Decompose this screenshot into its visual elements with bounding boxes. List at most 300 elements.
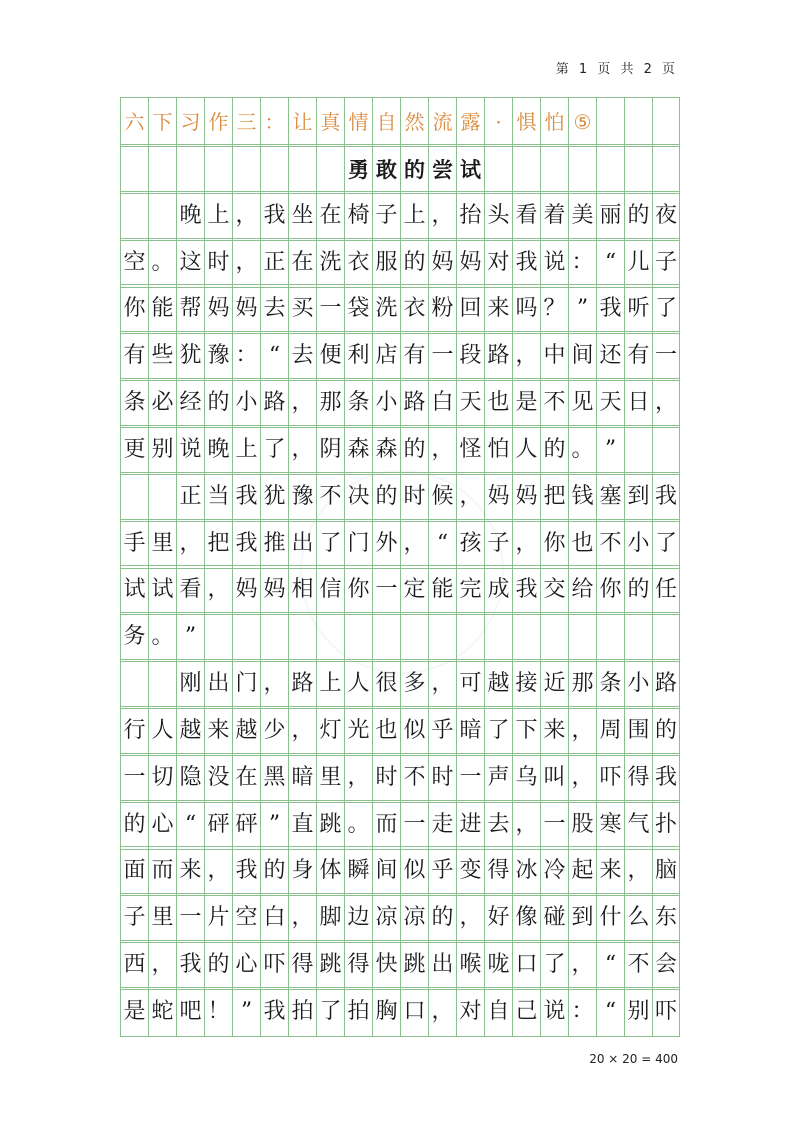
grid-cell: 人 [344, 660, 372, 708]
grid-cell: 围 [624, 707, 652, 755]
grid-cell: 美 [568, 192, 596, 240]
grid-cell: 面 [120, 847, 148, 895]
grid-cell: 脚 [316, 894, 344, 942]
grid-cell: 店 [372, 332, 400, 380]
grid-cell: 得 [624, 754, 652, 802]
grid-cell: 口 [400, 988, 428, 1036]
grid-cell: 了 [540, 941, 568, 989]
grid-cell: “ [596, 239, 624, 287]
grid-cell: 来 [596, 847, 624, 895]
grid-cell: 你 [344, 566, 372, 614]
grid-cell: ： [568, 988, 596, 1036]
grid-cell: 天 [456, 379, 484, 427]
grid-cell: 对 [484, 239, 512, 287]
grid-cell: 这 [176, 239, 204, 287]
grid-cell: 对 [456, 988, 484, 1036]
grid-cell: 信 [316, 566, 344, 614]
grid-cell: 乎 [428, 707, 456, 755]
grid-cell: 的 [204, 941, 232, 989]
grid-cell: 一 [540, 801, 568, 849]
grid-cell: 空 [232, 894, 260, 942]
grid-cell: 进 [456, 801, 484, 849]
grid-cell: 。 [148, 239, 176, 287]
grid-cell: 成 [484, 566, 512, 614]
grid-cell [316, 145, 344, 193]
grid-cell: 便 [316, 332, 344, 380]
grid-cell: 钱 [568, 473, 596, 521]
grid-cell: 定 [400, 566, 428, 614]
grid-cell: 子 [484, 520, 512, 568]
grid-cell: 习 [176, 98, 204, 146]
grid-cell: 完 [456, 566, 484, 614]
grid-cell: 白 [428, 379, 456, 427]
grid-cell: 少 [260, 707, 288, 755]
grid-cell: ” [596, 426, 624, 474]
grid-cell: 切 [148, 754, 176, 802]
grid-cell: 变 [456, 847, 484, 895]
grid-cell: ” [568, 285, 596, 333]
grid-cell: 到 [624, 473, 652, 521]
grid-cell: 刚 [176, 660, 204, 708]
grid-cell: 里 [316, 754, 344, 802]
grid-cell: 一 [428, 332, 456, 380]
grid-cell: 能 [148, 285, 176, 333]
grid-cell: 也 [484, 379, 512, 427]
grid-cell: 说 [540, 239, 568, 287]
grid-cell: ， [428, 426, 456, 474]
grid-cell: 豫 [204, 332, 232, 380]
grid-cell: 没 [204, 754, 232, 802]
grid-cell: 出 [428, 941, 456, 989]
grid-cell: 候 [428, 473, 456, 521]
grid-cell: ！ [204, 988, 232, 1036]
grid-cell [484, 145, 512, 193]
grid-cell: 买 [288, 285, 316, 333]
grid-cell [120, 660, 148, 708]
grid-cell: 暗 [288, 754, 316, 802]
grid-row [120, 754, 680, 802]
grid-cell: 而 [372, 801, 400, 849]
grid-cell: 行 [120, 707, 148, 755]
grid-cell: ， [288, 707, 316, 755]
grid-cell: 我 [596, 285, 624, 333]
grid-cell: 来 [484, 285, 512, 333]
grid-cell: 看 [176, 566, 204, 614]
grid-cell: 而 [148, 847, 176, 895]
grid-cell [176, 145, 204, 193]
grid-cell: “ [596, 941, 624, 989]
grid-cell: 的 [400, 145, 428, 193]
grid-cell: 叫 [540, 754, 568, 802]
grid-cell: 路 [400, 379, 428, 427]
grid-cell: 然 [400, 98, 428, 146]
grid-cell: ， [568, 754, 596, 802]
grid-cell: 敢 [372, 145, 400, 193]
grid-cell: 路 [288, 660, 316, 708]
grid-cell: 一 [176, 894, 204, 942]
grid-cell: 吓 [260, 941, 288, 989]
grid-row [120, 613, 680, 661]
grid-cell: 间 [568, 332, 596, 380]
grid-cell: 六 [120, 98, 148, 146]
grid-cell: “ [176, 801, 204, 849]
grid-cell: 蛇 [148, 988, 176, 1036]
grid-cell: 不 [540, 379, 568, 427]
grid-cell: 抬 [456, 192, 484, 240]
grid-cell: 露 [456, 98, 484, 146]
grid-cell [400, 613, 428, 661]
grid-cell: 经 [176, 379, 204, 427]
grid-row [120, 332, 680, 380]
grid-cell: ， [456, 473, 484, 521]
grid-cell: ： [260, 98, 288, 146]
grid-cell: 快 [372, 941, 400, 989]
grid-cell [596, 613, 624, 661]
grid-cell: 。 [568, 426, 596, 474]
grid-cell: 阴 [316, 426, 344, 474]
grid-cell: 给 [568, 566, 596, 614]
grid-cell: 条 [120, 379, 148, 427]
grid-cell: 犹 [176, 332, 204, 380]
grid-cell: 作 [204, 98, 232, 146]
grid-cell: 妈 [232, 285, 260, 333]
grid-cell: 喉 [456, 941, 484, 989]
grid-cell [344, 613, 372, 661]
grid-cell: 么 [624, 894, 652, 942]
grid-cell: 凉 [372, 894, 400, 942]
grid-cell [260, 613, 288, 661]
grid-cell: 时 [204, 239, 232, 287]
grid-cell: 人 [512, 426, 540, 474]
grid-cell: ， [568, 941, 596, 989]
grid-cell: 不 [624, 941, 652, 989]
grid-cell: 那 [316, 379, 344, 427]
grid-cell: 寒 [596, 801, 624, 849]
grid-row [120, 98, 680, 146]
grid-cell: ， [148, 941, 176, 989]
grid-cell: 子 [652, 239, 680, 287]
grid-cell: 的 [428, 894, 456, 942]
grid-cell: 条 [596, 660, 624, 708]
grid-cell [624, 613, 652, 661]
grid-cell: 一 [652, 332, 680, 380]
grid-cell: 越 [176, 707, 204, 755]
grid-cell: 妈 [428, 239, 456, 287]
grid-cell: 越 [484, 660, 512, 708]
grid-cell: 还 [596, 332, 624, 380]
grid-cell [204, 145, 232, 193]
grid-row [120, 145, 680, 193]
grid-cell: 路 [652, 660, 680, 708]
grid-cell [652, 426, 680, 474]
grid-cell: 好 [484, 894, 512, 942]
grid-cell: 些 [148, 332, 176, 380]
grid-cell: 时 [400, 473, 428, 521]
grid-cell: 似 [400, 707, 428, 755]
grid-cell: 推 [260, 520, 288, 568]
grid-cell: 决 [344, 473, 372, 521]
grid-row [120, 941, 680, 989]
grid-cell: 有 [624, 332, 652, 380]
grid-cell: 犹 [260, 473, 288, 521]
grid-cell: 股 [568, 801, 596, 849]
grid-cell: 出 [204, 660, 232, 708]
grid-cell: 衣 [400, 285, 428, 333]
grid-cell [148, 473, 176, 521]
grid-cell: 到 [568, 894, 596, 942]
grid-cell: 我 [232, 520, 260, 568]
grid-cell: 妈 [512, 473, 540, 521]
grid-cell [652, 613, 680, 661]
grid-cell: 出 [288, 520, 316, 568]
grid-cell: 里 [148, 520, 176, 568]
grid-cell: 我 [232, 473, 260, 521]
grid-cell: 交 [540, 566, 568, 614]
grid-cell: 周 [596, 707, 624, 755]
grid-cell: 一 [400, 801, 428, 849]
grid-cell: 得 [344, 941, 372, 989]
grid-cell: 有 [400, 332, 428, 380]
grid-cell: ， [428, 192, 456, 240]
grid-cell: 上 [232, 426, 260, 474]
grid-cell [652, 98, 680, 146]
grid-cell: 怪 [456, 426, 484, 474]
grid-cell: 森 [344, 426, 372, 474]
grid-cell: 试 [148, 566, 176, 614]
grid-cell: 脑 [652, 847, 680, 895]
grid-cell: 一 [316, 285, 344, 333]
grid-cell: 说 [540, 988, 568, 1036]
grid-cell: 砰 [204, 801, 232, 849]
grid-cell: 的 [204, 379, 232, 427]
grid-cell: 很 [372, 660, 400, 708]
grid-row [120, 285, 680, 333]
grid-cell: · [484, 98, 512, 146]
grid-cell: ， [260, 660, 288, 708]
grid-cell: 了 [652, 520, 680, 568]
grid-cell: 正 [260, 239, 288, 287]
grid-cell: ， [512, 801, 540, 849]
grid-cell: 天 [596, 379, 624, 427]
grid-cell: 的 [652, 707, 680, 755]
grid-cell [512, 145, 540, 193]
grid-cell: 孩 [456, 520, 484, 568]
grid-cell: 我 [260, 192, 288, 240]
grid-cell: 跳 [400, 941, 428, 989]
grid-cell: 空 [120, 239, 148, 287]
grid-cell: 下 [512, 707, 540, 755]
grid-cell: 间 [372, 847, 400, 895]
grid-cell [372, 613, 400, 661]
grid-cell: 了 [316, 988, 344, 1036]
grid-cell: 的 [372, 473, 400, 521]
grid-cell: 小 [232, 379, 260, 427]
grid-cell: 我 [652, 473, 680, 521]
grid-cell [148, 660, 176, 708]
grid-cell: 咙 [484, 941, 512, 989]
grid-cell: 什 [596, 894, 624, 942]
grid-cell: 怕 [540, 98, 568, 146]
grid-cell: 自 [372, 98, 400, 146]
grid-cell: 我 [176, 941, 204, 989]
grid-cell: ， [232, 239, 260, 287]
grid-cell: 时 [428, 754, 456, 802]
grid-cell: 门 [344, 520, 372, 568]
grid-cell: 拍 [288, 988, 316, 1036]
grid-cell: 似 [400, 847, 428, 895]
grid-cell [540, 613, 568, 661]
grid-cell [540, 145, 568, 193]
grid-cell: 近 [540, 660, 568, 708]
grid-row [120, 988, 680, 1036]
grid-cell: 坐 [288, 192, 316, 240]
grid-cell [232, 145, 260, 193]
grid-cell: 在 [232, 754, 260, 802]
grid-cell [288, 613, 316, 661]
grid-cell: 怕 [484, 426, 512, 474]
grid-cell: 下 [148, 98, 176, 146]
grid-cell: 不 [400, 754, 428, 802]
grid-cell: 拍 [344, 988, 372, 1036]
grid-cell: 晚 [204, 426, 232, 474]
grid-cell: “ [596, 988, 624, 1036]
grid-cell: 吗 [512, 285, 540, 333]
grid-cell: 那 [568, 660, 596, 708]
grid-cell: 白 [260, 894, 288, 942]
grid-cell: 晚 [176, 192, 204, 240]
grid-cell: 气 [624, 801, 652, 849]
grid-cell: 椅 [344, 192, 372, 240]
grid-cell: 的 [624, 192, 652, 240]
composition-grid [120, 98, 680, 1036]
grid-cell: “ [428, 520, 456, 568]
grid-cell: ” [176, 613, 204, 661]
grid-cell: ， [428, 988, 456, 1036]
grid-cell: 多 [400, 660, 428, 708]
grid-cell: 心 [232, 941, 260, 989]
grid-cell: “ [260, 332, 288, 380]
grid-cell: 尝 [428, 145, 456, 193]
grid-cell: ： [568, 239, 596, 287]
grid-cell: 一 [456, 754, 484, 802]
grid-cell: ， [204, 566, 232, 614]
grid-cell: 我 [652, 754, 680, 802]
grid-cell: 了 [316, 520, 344, 568]
grid-cell: 我 [512, 566, 540, 614]
grid-row [120, 520, 680, 568]
grid-cell: 森 [372, 426, 400, 474]
grid-cell: 上 [400, 192, 428, 240]
grid-cell: ， [568, 707, 596, 755]
grid-cell [316, 613, 344, 661]
grid-cell: 帮 [176, 285, 204, 333]
grid-cell [484, 613, 512, 661]
grid-cell: 真 [316, 98, 344, 146]
grid-cell: 碰 [540, 894, 568, 942]
grid-cell: 的 [260, 847, 288, 895]
grid-cell: 瞬 [344, 847, 372, 895]
grid-cell: 回 [456, 285, 484, 333]
grid-cell: 更 [120, 426, 148, 474]
grid-cell [624, 426, 652, 474]
grid-cell [148, 145, 176, 193]
grid-cell: 光 [344, 707, 372, 755]
grid-cell: 正 [176, 473, 204, 521]
grid-cell: 妈 [232, 566, 260, 614]
grid-cell: 己 [512, 988, 540, 1036]
grid-cell: 扑 [652, 801, 680, 849]
grid-cell: 把 [540, 473, 568, 521]
grid-cell: 的 [400, 426, 428, 474]
grid-row [120, 566, 680, 614]
grid-cell: 上 [316, 660, 344, 708]
grid-cell: 袋 [344, 285, 372, 333]
grid-cell: 西 [120, 941, 148, 989]
grid-cell: 我 [260, 988, 288, 1036]
grid-cell: 我 [512, 239, 540, 287]
grid-cell [232, 613, 260, 661]
grid-cell: 见 [568, 379, 596, 427]
grid-cell: 路 [260, 379, 288, 427]
grid-cell: 一 [120, 754, 148, 802]
grid-cell: 。 [344, 801, 372, 849]
grid-cell: 吓 [652, 988, 680, 1036]
grid-cell: 中 [540, 332, 568, 380]
grid-cell: 跳 [316, 941, 344, 989]
grid-row [120, 379, 680, 427]
grid-cell: 体 [316, 847, 344, 895]
grid-cell: 你 [120, 285, 148, 333]
grid-cell: 手 [120, 520, 148, 568]
grid-cell: 自 [484, 988, 512, 1036]
grid-cell: 是 [120, 988, 148, 1036]
grid-cell: ” [232, 988, 260, 1036]
grid-cell: 头 [484, 192, 512, 240]
grid-cell [288, 145, 316, 193]
grid-cell [624, 98, 652, 146]
grid-cell: 子 [372, 192, 400, 240]
grid-cell [428, 613, 456, 661]
grid-cell: 有 [120, 332, 148, 380]
grid-cell: 冷 [540, 847, 568, 895]
grid-cell: 当 [204, 473, 232, 521]
grid-cell: 去 [484, 801, 512, 849]
grid-cell: 去 [288, 332, 316, 380]
grid-cell: 不 [596, 520, 624, 568]
grid-cell: 试 [456, 145, 484, 193]
grid-cell: 越 [232, 707, 260, 755]
grid-cell: 的 [540, 426, 568, 474]
grid-cell: ， [512, 520, 540, 568]
grid-cell: 来 [540, 707, 568, 755]
grid-cell: 小 [624, 660, 652, 708]
grid-cell: 也 [372, 707, 400, 755]
grid-cell: 去 [260, 285, 288, 333]
grid-cell: 妈 [260, 566, 288, 614]
grid-row [120, 660, 680, 708]
grid-cell: 冰 [512, 847, 540, 895]
grid-cell: 流 [428, 98, 456, 146]
grid-cell: 子 [120, 894, 148, 942]
grid-cell: 声 [484, 754, 512, 802]
grid-cell: 你 [596, 566, 624, 614]
grid-cell: 在 [316, 192, 344, 240]
grid-cell: 了 [260, 426, 288, 474]
grid-cell: 任 [652, 566, 680, 614]
grid-cell: 胸 [372, 988, 400, 1036]
grid-cell [260, 145, 288, 193]
grid-cell: 一 [372, 566, 400, 614]
